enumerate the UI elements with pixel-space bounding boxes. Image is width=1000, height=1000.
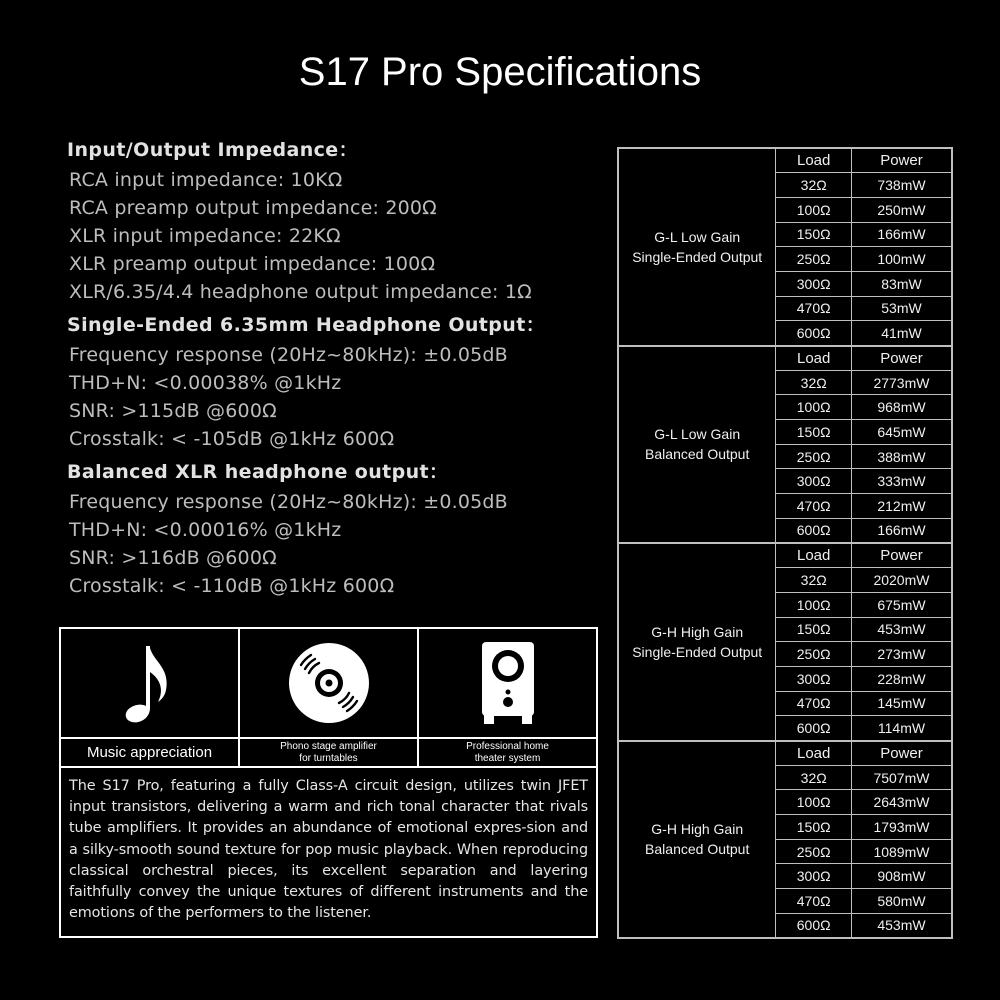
load-cell: 100Ω <box>776 592 852 617</box>
load-cell: 300Ω <box>776 666 852 691</box>
spec-line: Crosstalk: < -110dB @1kHz 600Ω <box>69 575 395 597</box>
load-cell: 100Ω <box>776 790 852 815</box>
application-label: Phono stage amplifier for turntables <box>280 740 377 764</box>
spec-list <box>67 136 607 605</box>
load-cell: 300Ω <box>776 469 852 494</box>
spec-line: THD+N: <0.00038% @1kHz <box>69 372 342 394</box>
power-cell: 908mW <box>851 864 952 889</box>
spec-heading: Input/Output Impedance： <box>67 139 358 161</box>
applications-row <box>61 629 596 768</box>
power-cell: 2773mW <box>851 370 952 395</box>
power-cell: 2643mW <box>851 790 952 815</box>
load-cell: 250Ω <box>776 642 852 667</box>
load-cell: 150Ω <box>776 420 852 445</box>
spec-line: SNR: >116dB @600Ω <box>69 547 277 569</box>
load-cell: 150Ω <box>776 815 852 840</box>
power-cell: 166mW <box>851 518 952 543</box>
column-header-load: Load <box>776 543 852 568</box>
application-home-theater <box>419 629 596 766</box>
application-label: Professional home theater system <box>466 740 549 764</box>
load-cell: 250Ω <box>776 839 852 864</box>
load-cell: 300Ω <box>776 271 852 296</box>
load-cell: 250Ω <box>776 444 852 469</box>
power-cell: 273mW <box>851 642 952 667</box>
load-cell: 150Ω <box>776 617 852 642</box>
power-cell: 675mW <box>851 592 952 617</box>
power-cell: 250mW <box>851 197 952 222</box>
application-music <box>61 629 240 766</box>
vinyl-record-icon <box>287 641 371 725</box>
column-header-load: Load <box>776 148 852 173</box>
power-cell: 2020mW <box>851 568 952 593</box>
speaker-icon <box>480 640 536 726</box>
load-cell: 600Ω <box>776 913 852 938</box>
power-cell: 580mW <box>851 889 952 914</box>
load-cell: 600Ω <box>776 716 852 741</box>
table-header-row <box>618 346 952 371</box>
load-cell: 600Ω <box>776 321 852 346</box>
spec-heading: Balanced XLR headphone output： <box>67 461 449 483</box>
power-cell: 453mW <box>851 913 952 938</box>
power-cell: 228mW <box>851 666 952 691</box>
spec-line: XLR/6.35/4.4 headphone output impedance: 1Ω <box>69 281 532 303</box>
column-header-power: Power <box>851 346 952 371</box>
load-cell: 32Ω <box>776 173 852 198</box>
table-header-row <box>618 148 952 173</box>
gain-mode-label: G-L Low Gain Balanced Output <box>618 346 776 544</box>
applications-card <box>59 627 598 938</box>
application-phono <box>240 629 419 766</box>
spec-line: RCA input impedance: 10KΩ <box>69 169 343 191</box>
product-description: The S17 Pro, featuring a fully Class-A circuit design, utilizes twin JFET input transistors, delivering a warm and rich tonal character that rivals tube amplifiers. It provides an abundance of emotional expres-sion and a silky-smooth sound texture for pop music playback. When reproducing classical orchestral pieces, its excellent separation and layering faithfully convey the unique textures of different instruments and the emotions of the performers to the listener. <box>69 778 588 922</box>
table-header-row <box>618 741 952 766</box>
power-cell: 738mW <box>851 173 952 198</box>
spec-line: Frequency response (20Hz~80kHz): ±0.05dB <box>69 344 508 366</box>
power-cell: 83mW <box>851 271 952 296</box>
load-cell: 470Ω <box>776 494 852 519</box>
power-cell: 388mW <box>851 444 952 469</box>
load-cell: 600Ω <box>776 518 852 543</box>
spec-group-impedance <box>67 136 607 306</box>
column-header-load: Load <box>776 741 852 766</box>
power-cell: 333mW <box>851 469 952 494</box>
load-cell: 470Ω <box>776 296 852 321</box>
load-cell: 300Ω <box>776 864 852 889</box>
spec-group-balanced <box>67 458 607 600</box>
load-cell: 470Ω <box>776 691 852 716</box>
gain-mode-label: G-L Low Gain Single-Ended Output <box>618 148 776 346</box>
column-header-load: Load <box>776 346 852 371</box>
spec-line: RCA preamp output impedance: 200Ω <box>69 197 437 219</box>
power-cell: 1793mW <box>851 815 952 840</box>
power-cell: 145mW <box>851 691 952 716</box>
spec-group-single-ended <box>67 311 607 453</box>
spec-line: Crosstalk: < -105dB @1kHz 600Ω <box>69 428 395 450</box>
column-header-power: Power <box>851 148 952 173</box>
load-cell: 32Ω <box>776 370 852 395</box>
page-title: S17 Pro Specifications <box>298 50 702 94</box>
spec-line: SNR: >115dB @600Ω <box>69 400 277 422</box>
power-cell: 166mW <box>851 222 952 247</box>
column-header-power: Power <box>851 741 952 766</box>
gain-mode-label: G-H High Gain Single-Ended Output <box>618 543 776 741</box>
spec-line: Frequency response (20Hz~80kHz): ±0.05dB <box>69 491 508 513</box>
power-cell: 1089mW <box>851 839 952 864</box>
power-cell: 7507mW <box>851 765 952 790</box>
load-cell: 250Ω <box>776 247 852 272</box>
load-cell: 150Ω <box>776 222 852 247</box>
application-label: Music appreciation <box>86 744 213 761</box>
load-cell: 32Ω <box>776 765 852 790</box>
music-note-icon <box>120 638 180 728</box>
power-cell: 453mW <box>851 617 952 642</box>
spec-heading: Single-Ended 6.35mm Headphone Output： <box>67 314 546 336</box>
load-cell: 100Ω <box>776 197 852 222</box>
gain-mode-label: G-H High Gain Balanced Output <box>618 741 776 939</box>
power-cell: 41mW <box>851 321 952 346</box>
table-header-row <box>618 543 952 568</box>
load-cell: 32Ω <box>776 568 852 593</box>
spec-line: XLR preamp output impedance: 100Ω <box>69 253 436 275</box>
output-power-table <box>617 147 953 939</box>
spec-line: XLR input impedance: 22KΩ <box>69 225 341 247</box>
column-header-power: Power <box>851 543 952 568</box>
power-cell: 100mW <box>851 247 952 272</box>
power-cell: 212mW <box>851 494 952 519</box>
power-cell: 53mW <box>851 296 952 321</box>
load-cell: 100Ω <box>776 395 852 420</box>
spec-line: THD+N: <0.00016% @1kHz <box>69 519 342 541</box>
power-cell: 645mW <box>851 420 952 445</box>
power-cell: 968mW <box>851 395 952 420</box>
power-cell: 114mW <box>851 716 952 741</box>
load-cell: 470Ω <box>776 889 852 914</box>
